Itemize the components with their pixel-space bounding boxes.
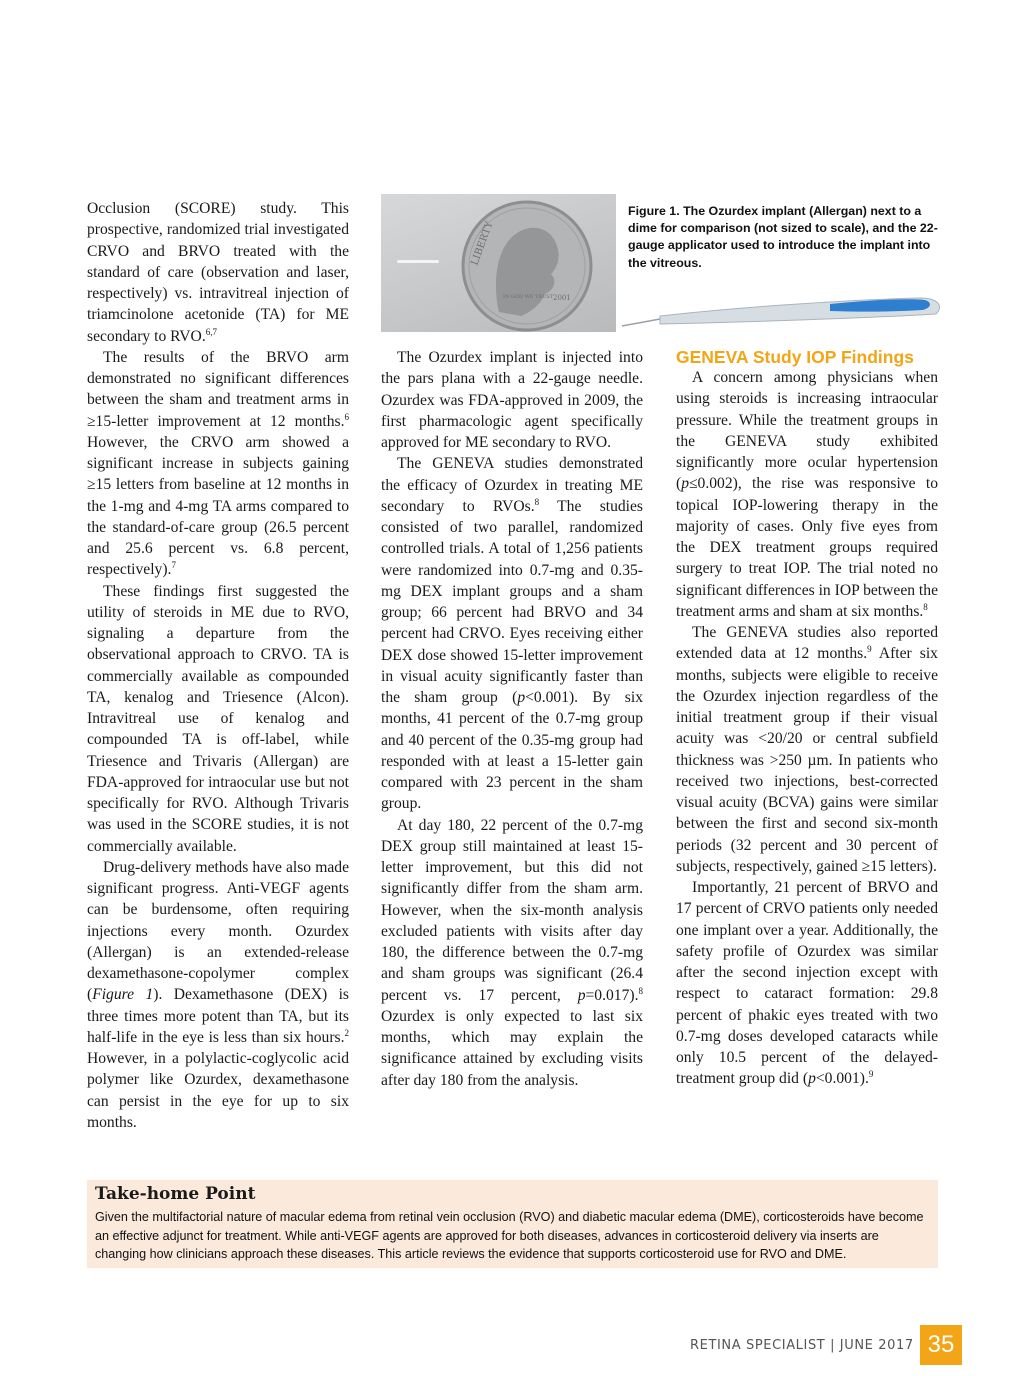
column-3 (676, 347, 938, 1090)
paragraph: The results of the BRVO arm demonstrated no significant differences between the sham and treatment arms in ≥15-letter improvement at 12 months.$^6$ However, the CRVO arm showed a significant increase in subjects gaining ≥15 letters from baseline at 12 months in the 1-mg and 4-mg TA arms compared to the standard-of-care group (26.5 percent and 25.6 percent vs. 6.8 percent, respectively).$^7$ (87, 348, 349, 579)
paragraph: A concern among physicians when using steroids is increasing intraocular pressure. While the treatment groups in the GENEVA study exhibited significantly more ocular hypertension (p≤0.002), the rise was responsive to topical IOP-lowering therapy in the majority of cases. Only five eyes from the DEX treatment groups required surgery to treat IOP. The trial noted no significant differences in IOP between the treatment arms and sham at six months.$^8$ (676, 369, 938, 620)
reference: 7 (171, 560, 176, 571)
coin-year: 2001 (553, 294, 571, 302)
figure-1-photo (381, 194, 616, 332)
dime-and-implant-illustration (381, 194, 616, 332)
applicator-needle (622, 319, 660, 326)
paragraph: These findings first suggested the utility of steroids in ME due to RVO, signaling a departure from the observational approach to CRVO. TA is commercially available as compounded TA, kenalog and Triesence (Alcon). Intravitreal use of kenalog and compounded TA is off-label, while Triesence and Trivaris (Allergan) are FDA-approved for intraocular use but not specifically for RVO. Although Trivaris was used in the SCORE studies, it is not commercially available. (87, 582, 349, 855)
figure-reference: Figure 1 (92, 986, 154, 1004)
applicator-image (620, 292, 950, 332)
paragraph: The GENEVA studies demonstrated the efficacy of Ozurdex in treating ME secondary to RVOs.$^8$ The studies consisted of two parallel, randomized controlled trials. A total of 1,256 patients were randomized into 0.7-mg and 0.35-mg DEX implant groups and a sham group; 66 percent had BRVO and 34 percent had CRVO. Eyes receiving either DEX dose showed 15-letter improvement in visual acuity significantly faster than the sham group (p<0.001). By six months, 41 percent of the 0.7-mg group and 40 percent of the 0.35-mg group had responded with at least a 15-letter gain compared with 23 percent in the sham group. (381, 455, 644, 813)
paragraph: Drug-delivery methods have also made significant progress. Anti-VEGF agents can be burdensome, often requiring injections every month. Ozurdex (Allergan) is an extended-release dexamethasone-copolymer complex (Figure 1). Dexamethasone (DEX) is three times more potent than TA, but its half-life in the eye is less than six hours.$^2$ However, in a polylactic-coglycolic acid polymer like Ozurdex, dexamethasone can persist in the eye for up to six months. (87, 858, 349, 1131)
coin-liberty: LIBERTY (469, 220, 496, 268)
paragraph: The Ozurdex implant is injected into the pars plana with a 22-gauge needle. Ozurdex was FDA-approved in 2009, the first pharmacologic agent specifically approved for ME secondary to RVO. (381, 349, 643, 451)
coin-motto: IN GOD WE TRUST (503, 294, 554, 300)
reference: 2 (344, 1027, 349, 1038)
implant-rod (397, 260, 439, 263)
section-heading: GENEVA Study IOP Findings (676, 347, 914, 367)
take-home-box (87, 1180, 938, 1268)
take-home-title: Take-home Point (95, 1184, 256, 1204)
paragraph: Occlusion (SCORE) study. This prospective, randomized trial investigated CRVO and BRVO treated with the standard of care (observation and laser, respectively) vs. intravitreal injection of triamcinolone acetonide (TA) for ME secondary to RVO.$^{6,7}$ (87, 200, 349, 345)
reference: 9 (867, 644, 872, 655)
take-home-body: Given the multifactorial nature of macular edema from retinal vein occlusion (RVO) and diabetic macular edema (DME), corticosteroids have become an effective adjunct for treatment. While anti-VEGF agents are approved for both diseases, advances in corticosteroid delivery via inserts are changing how clinicians approach these diseases. This article reviews the evidence that supports corticosteroid use for RVO and DME. (95, 1210, 924, 1262)
reference: 8 (534, 496, 540, 507)
paragraph: The GENEVA studies also reported extended data at 12 months.$^9$ After six months, subjects were eligible to receive the Ozurdex injection regardless of the initial treatment group if their visual acuity was <20/20 or central subfield thickness was >250 µm. In patients who received two injections, best-corrected visual acuity (BCVA) gains were similar between the first and second six-month periods (32 percent and 30 percent of subjects, respectively, gained ≥15 letters). (676, 624, 938, 875)
reference: 8 (923, 601, 928, 612)
figure-1-caption: Figure 1. The Ozurdex implant (Allergan) next to a dime for comparison (not sized to scale), and the 22-gauge applicator used to introduce the implant into the vitreous. (628, 204, 938, 270)
page-number: 35 (920, 1325, 962, 1365)
paragraph: At day 180, 22 percent of the 0.7-mg DEX group still maintained at least 15-letter improvement, but this did not significantly differ from the sham arm. However, when the six-month analysis excluded patients with visits after day 180, the difference between the 0.7-mg and sham groups was significant (26.4 percent vs. 17 percent, p=0.017).$^8$ Ozurdex is only expected to last six months, which may explain the significance attained by excluding visits after day 180 from the analysis. (381, 816, 643, 1089)
reference: 9 (868, 1069, 874, 1080)
column-2 (381, 347, 643, 1091)
reference: 6 (344, 411, 349, 422)
paragraph: Importantly, 21 percent of BRVO and 17 percent of CRVO patients only needed one implant over a year. Additionally, the safety profile of Ozurdex was similar after the second injection except with respect to cataract formation: 29.8 percent of phakic eyes treated with two 0.7-mg doses developed cataracts while only 10.5 percent of the delayed-treatment group did (p<0.001).$^9$ (676, 879, 938, 1088)
footer-publication: RETINA SPECIALIST | JUNE 2017 (690, 1338, 914, 1353)
reference: 8 (638, 985, 643, 996)
reference: 6,7 (205, 326, 217, 337)
column-1 (87, 198, 349, 1133)
